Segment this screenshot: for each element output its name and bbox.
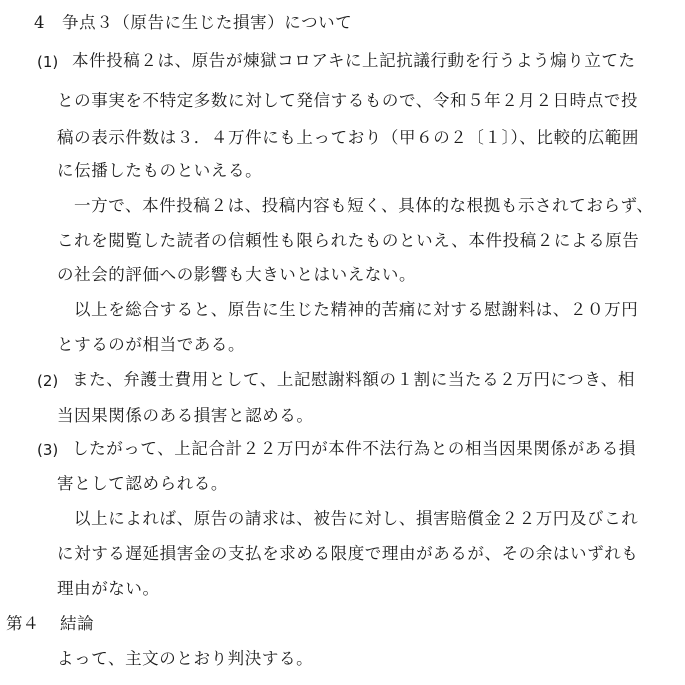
para-c-line-2: に対する遅延損害金の支払を求める限度で理由があるが、その余はいずれも — [57, 544, 639, 563]
item1-line-4: に伝播したものといえる。 — [57, 161, 263, 180]
item1-line-3: 稿の表示件数は３．４万件にも上っており（甲６の２〔１〕）、比較的広範囲 — [57, 128, 639, 147]
conclusion-text: よって、主文のとおり判決する。 — [57, 649, 314, 668]
para-c-line-1: 以上によれば、原告の請求は、被告に対し、損害賠償金２２万円及びこれ — [74, 509, 639, 528]
para-a-line-3: の社会的評価への影響も大きいとはいえない。 — [57, 265, 417, 284]
item2-line-1: また、弁護士費用として、上記慰謝料額の１割に当たる２万円につき、相 — [72, 370, 635, 389]
para-c-line-3: 理由がない。 — [57, 579, 160, 598]
section-heading: 争点３（原告に生じた損害）について — [62, 13, 353, 32]
item-marker-3: (3) — [37, 441, 59, 459]
item3-line-2: 害として認められる。 — [57, 474, 228, 493]
item-marker-1: (1) — [37, 53, 59, 71]
item1-line-1: 本件投稿２は、原告が煉獄コロアキに上記抗議行動を行うよう煽り立てた — [72, 51, 636, 70]
item-marker-2: (2) — [37, 372, 59, 390]
para-b-line-1: 以上を総合すると、原告に生じた精神的苦痛に対する慰謝料は、２０万円 — [74, 300, 639, 319]
chapter-number: 第４ — [6, 614, 39, 633]
para-b-line-2: とするのが相当である。 — [57, 335, 246, 354]
item1-line-2: との事実を不特定多数に対して発信するもので、令和５年２月２日時点で投 — [57, 91, 639, 110]
para-a-line-2: これを閲覧した読者の信頼性も限られたものといえ、本件投稿２による原告 — [57, 231, 640, 250]
para-a-line-1: 一方で、本件投稿２は、投稿内容も短く、具体的な根拠も示されておらず、 — [74, 196, 654, 215]
section-number: 4 — [34, 13, 45, 32]
chapter-heading: 結論 — [60, 614, 95, 633]
item2-line-2: 当因果関係のある損害と認める。 — [57, 406, 314, 425]
item3-line-1: したがって、上記合計２２万円が本件不法行為との相当因果関係がある損 — [72, 439, 636, 458]
